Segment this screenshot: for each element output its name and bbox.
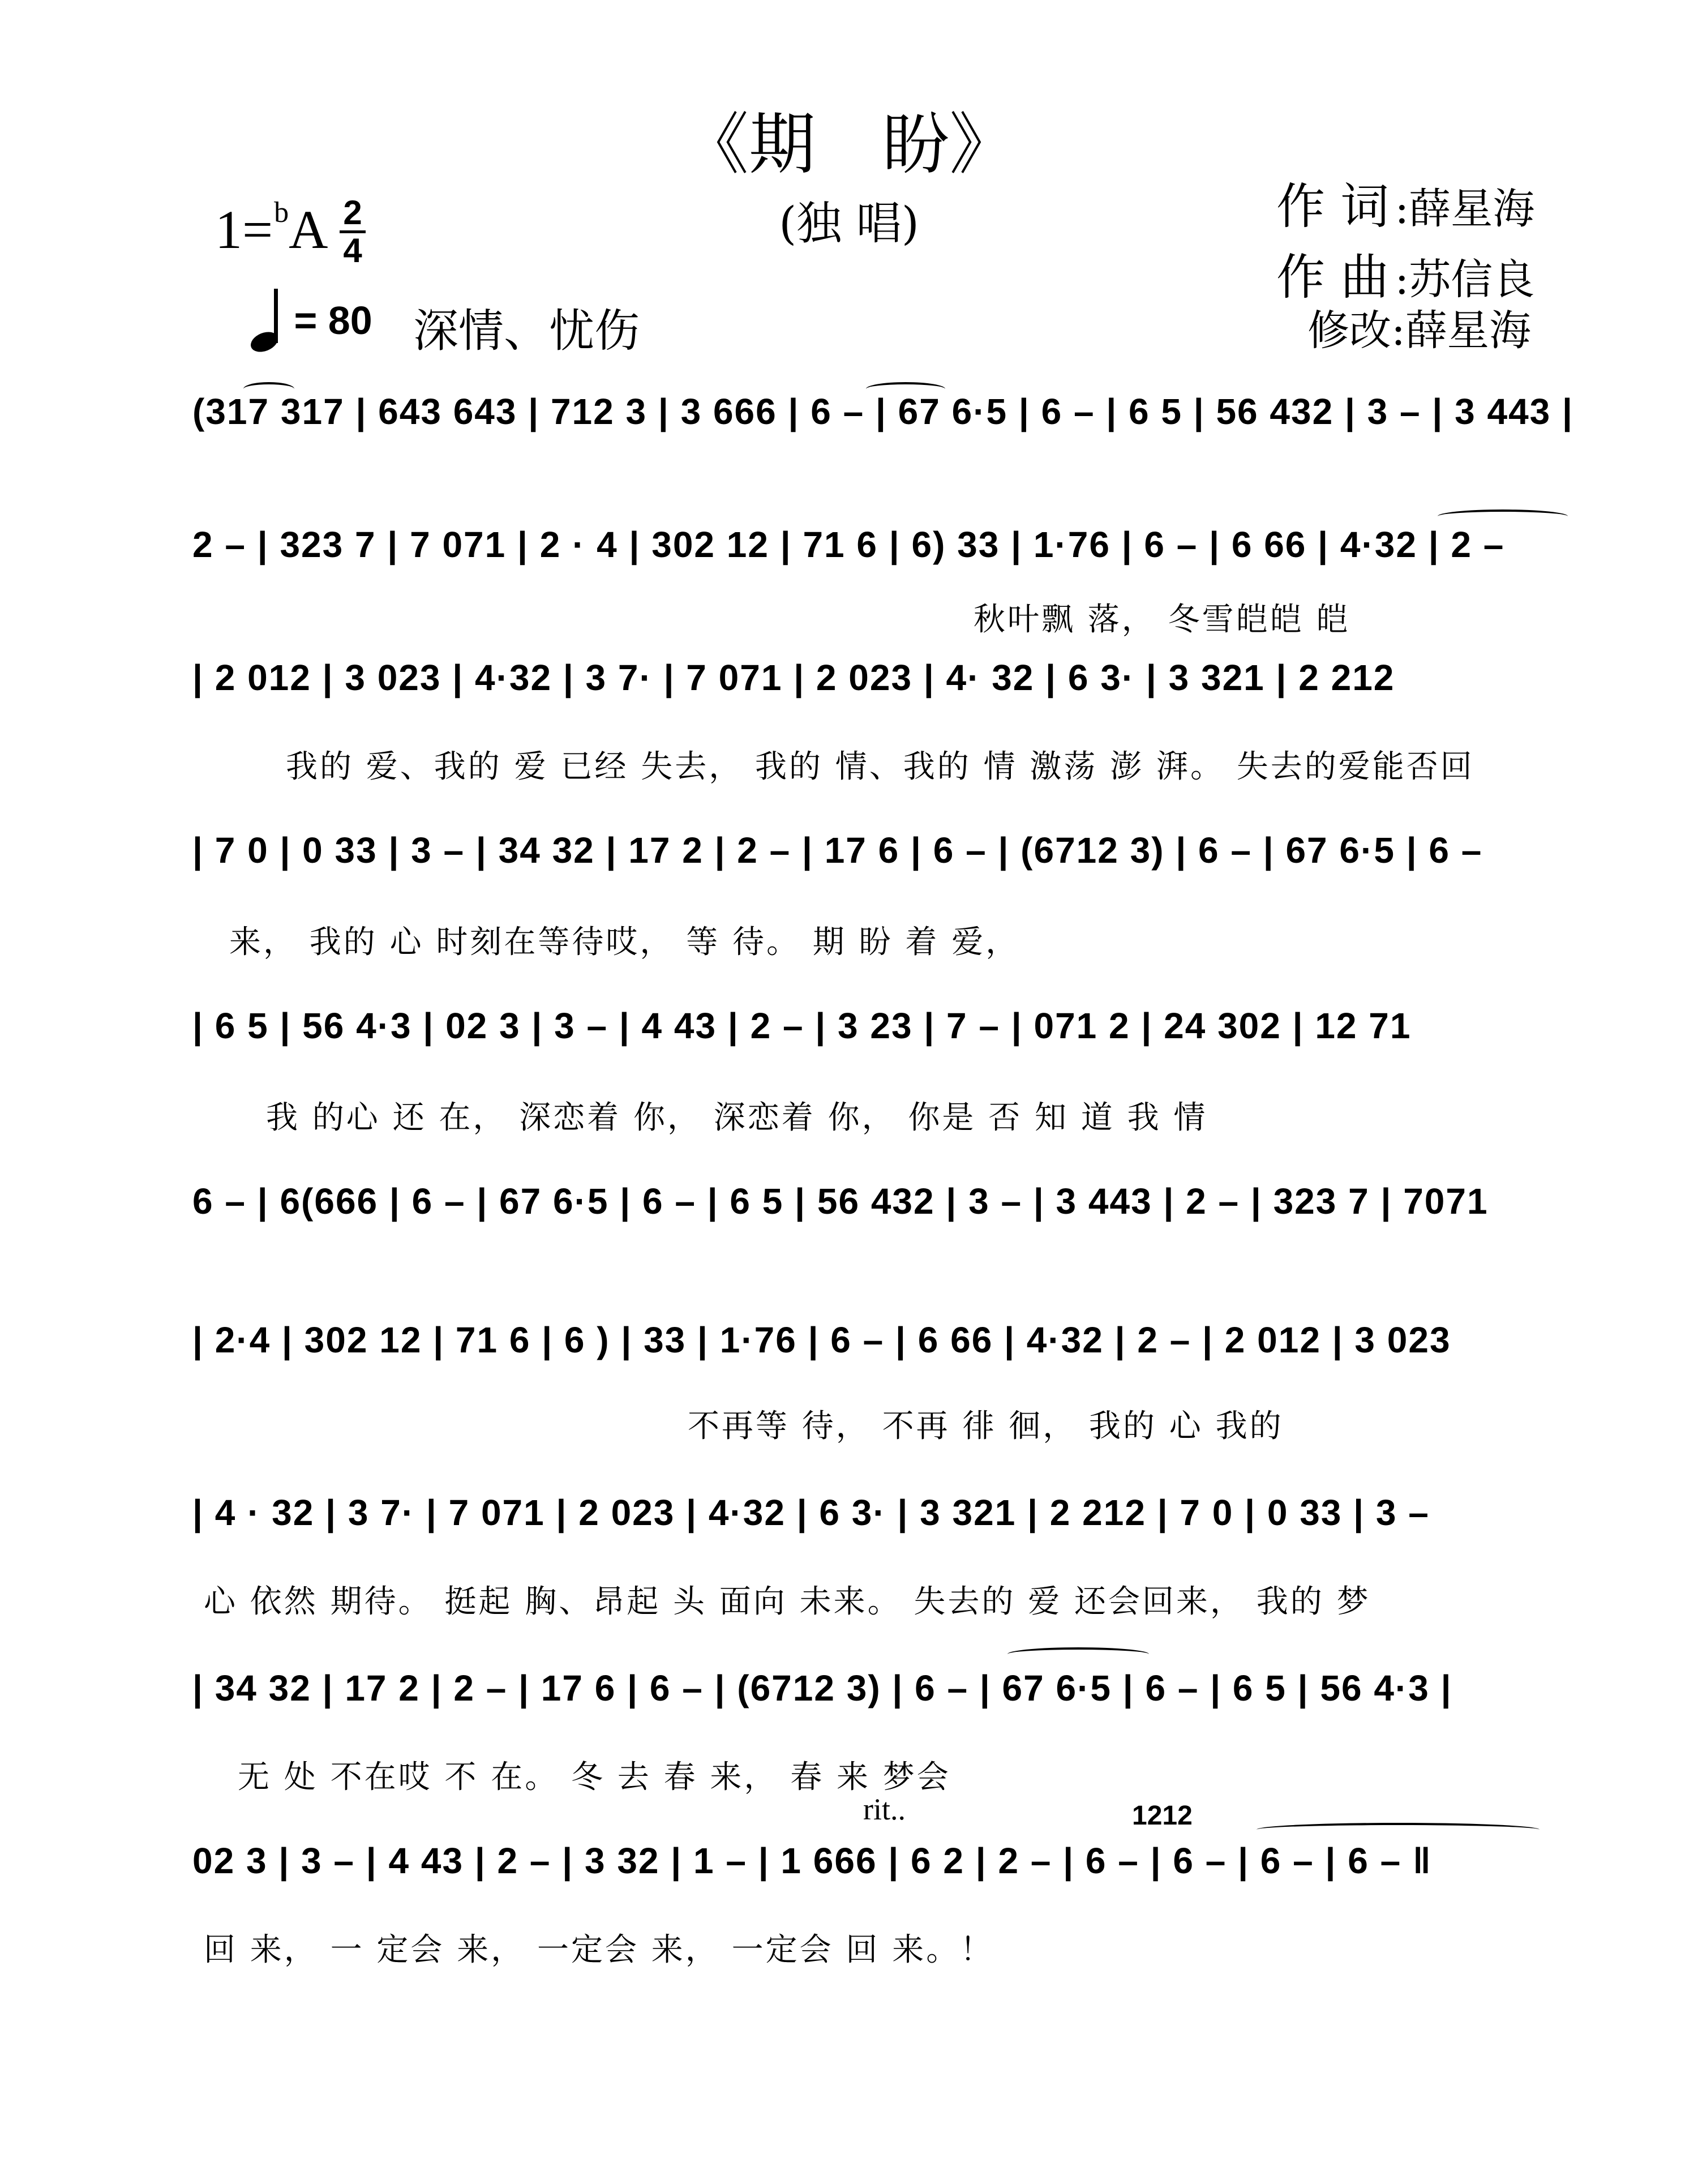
lyric-line-8: 心 依然 期待。 挺起 胸、昂起 头 面向 未来。 失去的 爱 还会回来， 我的 梦	[204, 1583, 1371, 1620]
song-subtitle: (独 唱)	[779, 197, 919, 250]
tempo-marking	[249, 289, 372, 351]
credit-role: 作 曲	[1276, 249, 1390, 306]
credit-role: 作 词	[1276, 178, 1390, 235]
score-line-10: 02 3 | 3 – | 4 43 | 2 – | 3 32 | 1 – | 1 666 | 6 2 | 2 – | 6 – | 6 – | 6 – | 6 – ‖	[192, 1840, 1432, 1881]
grace-notes: 1212	[1132, 1801, 1193, 1831]
score-line-6: 6 – | 6(666 | 6 – | 67 6·5 | 6 – | 6 5 | 56 432 | 3 – | 3 443 | 2 – | 323 7 | 7071	[192, 1181, 1489, 1222]
score-line-5: | 6 5 | 56 4·3 | 02 3 | 3 – | 4 43 | 2 – | 3 23 | 7 – | 071 2 | 24 302 | 12 71	[192, 1005, 1412, 1046]
credit-name: 薛星海	[1405, 306, 1531, 355]
lyric-line-9: 无 处 不在哎 不 在。 冬 去 春 来， 春 来 梦会	[238, 1759, 951, 1796]
lyric-line-5: 我 的心 还 在， 深恋着 你， 深恋着 你， 你是 否 知 道 我 情	[266, 1099, 1208, 1136]
score-line-2: 2 – | 323 7 | 7 071 | 2 · 4 | 302 12 | 71 6 | 6) 33 | 1·76 | 6 – | 6 66 | 4·32 | 2 –	[192, 524, 1505, 565]
slur-mark	[243, 382, 294, 396]
lyric-line-7: 不再等 待， 不再 徘 徊， 我的 心 我的	[688, 1408, 1284, 1445]
key-prefix: 1=	[215, 199, 273, 260]
score-line-3: | 2 012 | 3 023 | 4·32 | 3 7· | 7 071 | 2 023 | 4· 32 | 6 3· | 3 321 | 2 212	[192, 657, 1395, 698]
credit-sep: :	[1391, 306, 1405, 355]
lyric-line-2: 秋叶飘 落， 冬雪皑皑 皑	[974, 601, 1350, 638]
lyric-line-10: 回 来， 一 定会 来， 一定会 来， 一定会 回 来。！	[204, 1932, 994, 1968]
score-line-4: | 7 0 | 0 33 | 3 – | 34 32 | 17 2 | 2 – | 17 6 | 6 – | (6712 3) | 6 – | 67 6·5 | 6 –	[192, 830, 1483, 871]
score-line-7: | 2·4 | 302 12 | 71 6 | 6 ) | 33 | 1·76 | 6 – | 6 66 | 4·32 | 2 – | 2 012 | 3 023	[192, 1320, 1451, 1360]
score-line-1: (317 317 | 643 643 | 712 3 | 3 666 | 6 – | 67 6·5 | 6 – | 6 5 | 56 432 | 3 – | 3 443 |	[192, 391, 1573, 432]
time-signature	[340, 195, 366, 268]
credit-name: 苏信良	[1409, 255, 1535, 304]
lyric-line-3: 我的 爱、我的 爱 已经 失去， 我的 情、我的 情 激荡 澎 湃。 失去的爱能否回	[286, 748, 1474, 785]
key-letter: A	[289, 199, 328, 260]
key-signature	[215, 198, 328, 261]
slur-mark	[1257, 1823, 1540, 1836]
flat-sign: b	[274, 196, 289, 229]
slur-mark	[1007, 1647, 1149, 1661]
ritardando-marking: rit..	[863, 1792, 906, 1826]
time-denominator: 4	[343, 232, 362, 269]
time-numerator: 2	[343, 194, 362, 232]
quarter-note-icon	[249, 289, 283, 351]
credit-role: 修改	[1307, 306, 1391, 355]
song-title: 《期 盼》	[681, 105, 1016, 183]
lyricist-credit	[1276, 167, 1534, 237]
expression-marking: 深情、忧伤	[413, 305, 640, 357]
slur-mark	[866, 382, 945, 396]
credit-name: 薛星海	[1409, 185, 1535, 233]
score-line-9: | 34 32 | 17 2 | 2 – | 17 6 | 6 – | (6712 3) | 6 – | 67 6·5 | 6 – | 6 5 | 56 4·3 |	[192, 1668, 1452, 1708]
revision-credit	[1307, 297, 1531, 357]
score-line-8: | 4 · 32 | 3 7· | 7 071 | 2 023 | 4·32 | 6 3· | 3 321 | 2 212 | 7 0 | 0 33 | 3 –	[192, 1492, 1430, 1533]
slur-mark	[1438, 509, 1568, 523]
credit-sep: :	[1395, 185, 1409, 233]
tempo-value: = 80	[294, 298, 372, 342]
credit-sep: :	[1395, 255, 1409, 304]
lyric-line-4: 来， 我的 心 时刻在等待哎， 等 待。 期 盼 着 爱，	[229, 924, 1020, 961]
